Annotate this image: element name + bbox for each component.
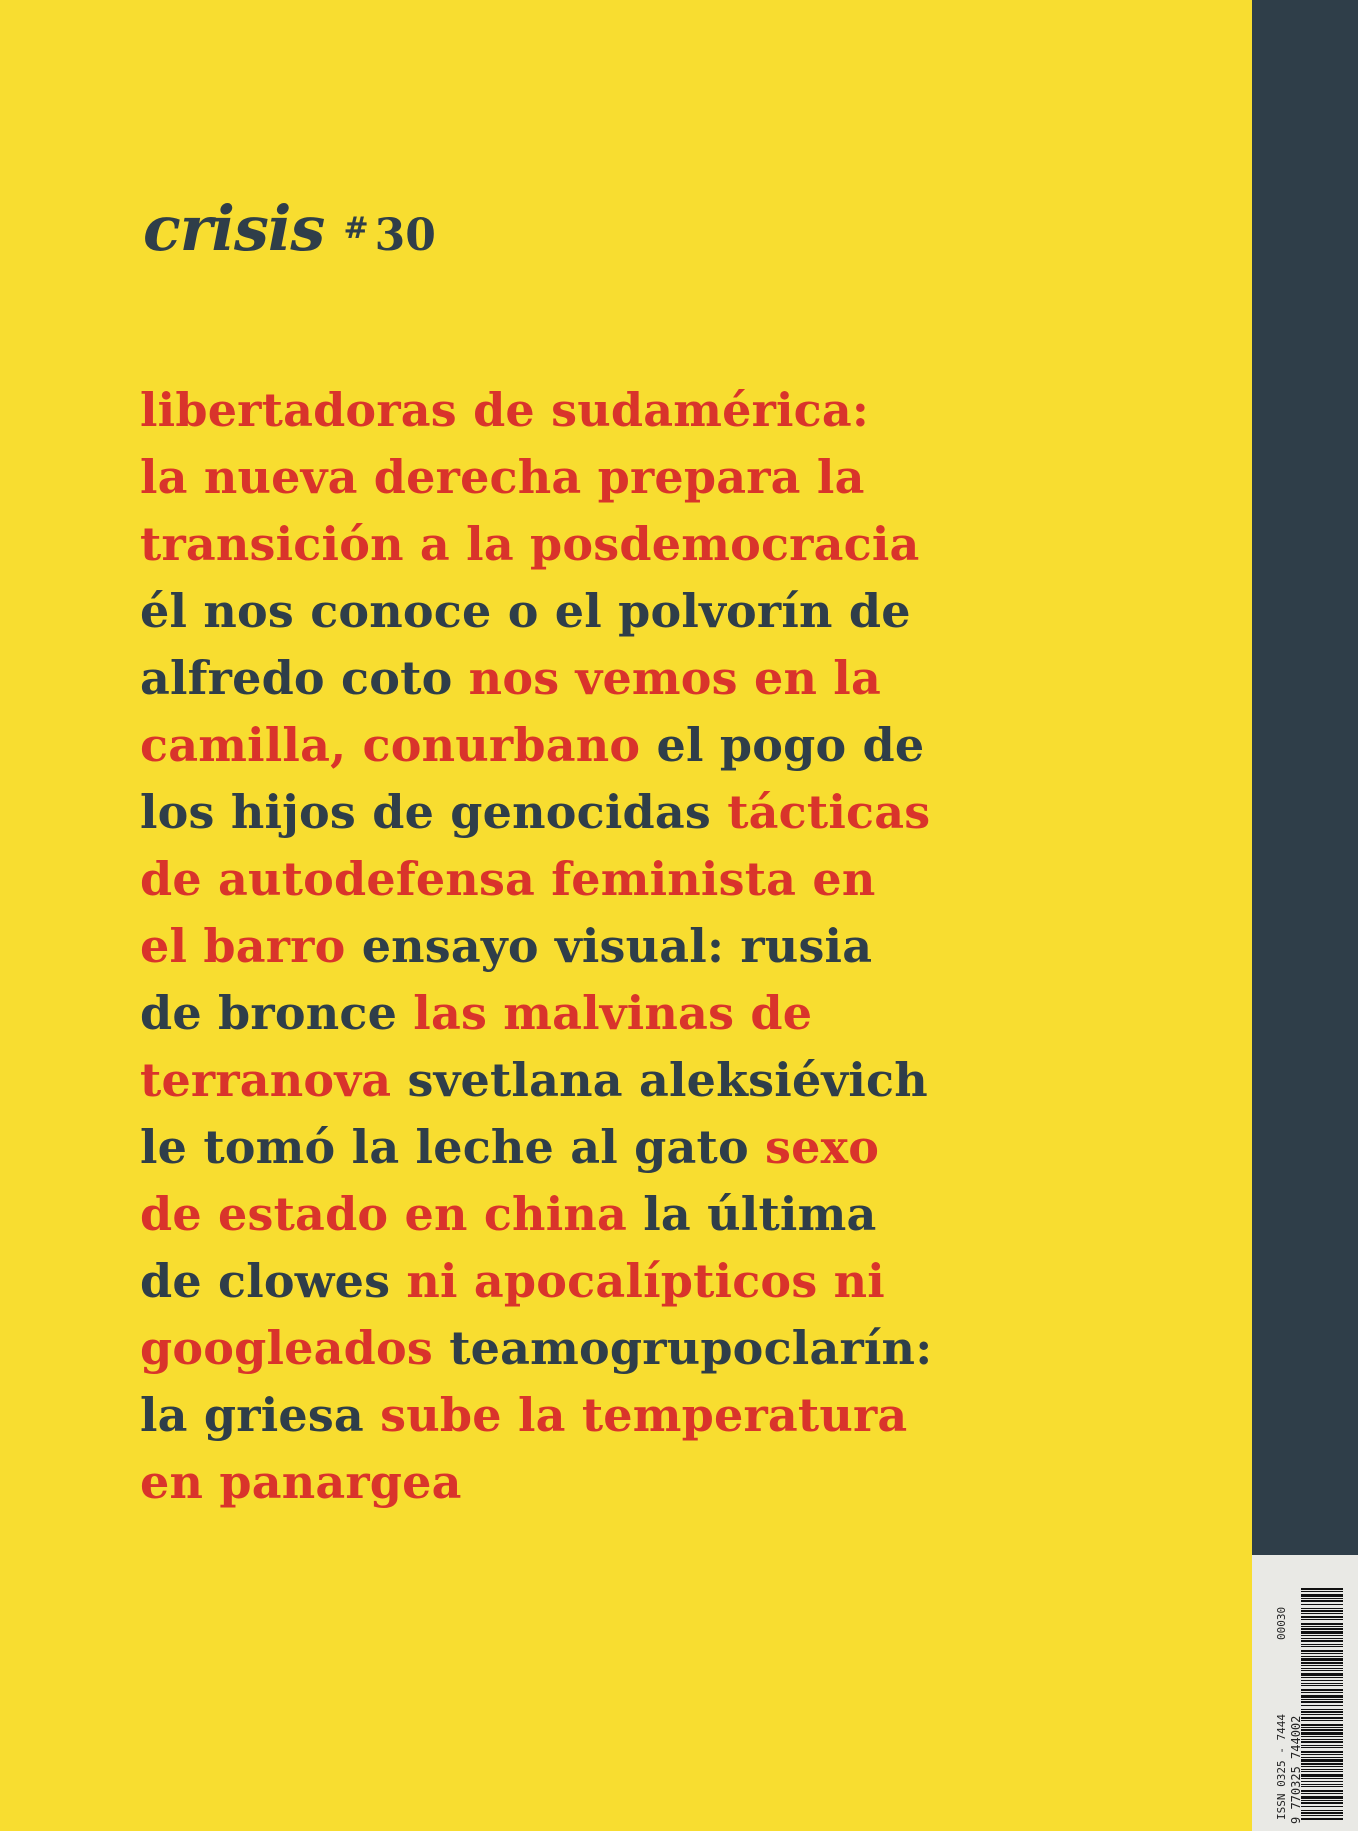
contents-line: [140, 444, 1040, 511]
barcode-bar: [1301, 1638, 1343, 1639]
barcode-bar: [1301, 1689, 1343, 1691]
contents-line: [140, 1382, 1040, 1449]
magazine-logo: crisis: [143, 192, 325, 265]
barcode-bar: [1301, 1692, 1343, 1693]
headline-red: transición a la posdemocracia: [140, 517, 920, 571]
barcode-bar: [1301, 1714, 1343, 1715]
contents-line: [140, 712, 1040, 779]
headline-dark: los hijos de genocidas: [140, 785, 728, 839]
issue-hash: #: [343, 211, 369, 246]
barcode-bar: [1301, 1741, 1343, 1743]
contents-line: [140, 1047, 1040, 1114]
contents-line: [140, 377, 1040, 444]
barcode-bar: [1301, 1736, 1343, 1737]
headline-dark: él nos conoce o el polvorín de: [140, 584, 911, 638]
barcode-bar: [1301, 1757, 1343, 1758]
headline-dark: alfredo coto: [140, 651, 469, 705]
spine-band: [1252, 0, 1358, 1555]
barcode-bar: [1301, 1806, 1343, 1807]
barcode-bar: [1301, 1784, 1343, 1785]
barcode-bar: [1301, 1747, 1343, 1748]
barcode-bar: [1301, 1608, 1343, 1609]
headline-red: terranova: [140, 1053, 392, 1107]
headline-dark: de clowes: [140, 1254, 407, 1308]
barcode-bar: [1301, 1709, 1343, 1710]
barcode-bar: [1301, 1685, 1343, 1686]
headline-red: libertadoras de sudamérica:: [140, 383, 870, 437]
masthead: [143, 192, 436, 265]
barcode-bar: [1301, 1778, 1343, 1779]
barcode-bar: [1301, 1588, 1343, 1590]
barcode-bar: [1301, 1774, 1343, 1777]
barcode-bar: [1301, 1613, 1343, 1614]
barcode-bar: [1301, 1619, 1343, 1620]
barcode-bar: [1301, 1781, 1343, 1782]
barcode-bar: [1301, 1759, 1343, 1762]
issue-label: [343, 210, 435, 261]
barcode-bar: [1301, 1673, 1343, 1676]
barcode-bar: [1301, 1646, 1343, 1647]
contents-line: [140, 578, 1040, 645]
barcode-bar: [1301, 1683, 1343, 1684]
headline-red: camilla, conurbano: [140, 718, 641, 772]
contents-line: [140, 1315, 1040, 1382]
barcode-bar: [1301, 1727, 1343, 1728]
contents-line: [140, 913, 1040, 980]
barcode-bar: [1301, 1701, 1343, 1703]
barcode-bar: [1301, 1745, 1343, 1746]
barcode-bar: [1301, 1766, 1343, 1767]
headline-dark: de bronce: [140, 986, 414, 1040]
barcode-bar: [1301, 1812, 1343, 1814]
barcode-bar: [1301, 1591, 1343, 1592]
contents-line: [140, 1181, 1040, 1248]
barcode-bar: [1301, 1815, 1343, 1816]
barcode-bar: [1301, 1658, 1343, 1661]
barcode-bar: [1301, 1600, 1343, 1602]
barcode-bar: [1301, 1818, 1343, 1820]
contents-line: [140, 1114, 1040, 1181]
barcode-bar: [1301, 1628, 1343, 1630]
barcode-bar: [1301, 1796, 1343, 1799]
barcode-bar: [1301, 1720, 1343, 1721]
contents-line: [140, 645, 1040, 712]
barcode-bar: [1301, 1802, 1343, 1804]
barcode-bar: [1301, 1771, 1343, 1772]
headline-red: el barro: [140, 919, 346, 973]
barcode-bar: [1301, 1717, 1343, 1719]
barcode-bar: [1301, 1786, 1343, 1787]
barcode-bar: [1301, 1751, 1343, 1753]
headline-red: de autodefensa feminista en: [140, 852, 876, 906]
barcode-bar: [1301, 1705, 1343, 1706]
issue-number: 30: [374, 210, 436, 261]
barcode-bar: [1301, 1668, 1343, 1669]
contents-line: [140, 846, 1040, 913]
barcode-bar: [1301, 1631, 1343, 1634]
barcode-bar: [1301, 1695, 1343, 1698]
barcode-bar: [1301, 1610, 1343, 1612]
barcode-bars: [1301, 1584, 1343, 1824]
headline-red: la nueva derecha prepara la: [140, 450, 865, 504]
barcode-bar: [1301, 1604, 1343, 1605]
headline-dark: la última: [627, 1187, 877, 1241]
headline-dark: teamogrupoclarín:: [432, 1321, 933, 1375]
headline-red: sexo: [765, 1120, 880, 1174]
headline-dark: svetlana aleksiévich: [391, 1053, 928, 1107]
barcode-bar: [1301, 1724, 1343, 1726]
barcode-bar: [1301, 1754, 1343, 1755]
contents-list: [140, 377, 1040, 1516]
headline-dark: ensayo visual: rusia: [345, 919, 873, 973]
headline-red: tácticas: [727, 785, 931, 839]
contents-line: [140, 1449, 1040, 1516]
barcode-bar: [1301, 1699, 1343, 1700]
headline-dark: la griesa: [140, 1388, 381, 1442]
barcode-bar: [1301, 1790, 1343, 1792]
barcode-bar: [1301, 1616, 1343, 1618]
issn-label: ISSN 0325 - 7444: [1275, 1714, 1288, 1820]
barcode-bar: [1301, 1670, 1343, 1671]
barcode-bar: [1301, 1810, 1343, 1811]
barcode-bar: [1301, 1640, 1343, 1642]
headline-dark: el pogo de: [640, 718, 925, 772]
barcode-bar: [1301, 1598, 1343, 1599]
barcode-bar: [1301, 1732, 1343, 1735]
headline-red: ni apocalípticos ni: [406, 1254, 885, 1308]
contents-line: [140, 1248, 1040, 1315]
barcode-bar: [1301, 1793, 1343, 1794]
barcode-bar: [1301, 1656, 1343, 1657]
barcode-bar: [1301, 1594, 1343, 1597]
barcode-bar: [1301, 1680, 1343, 1681]
barcode-bar: [1301, 1662, 1343, 1664]
barcode-bar: [1301, 1626, 1343, 1627]
headline-red: nos vemos en la: [468, 651, 881, 705]
contents-line: [140, 980, 1040, 1047]
barcode-bar: [1301, 1677, 1343, 1678]
barcode-bar: [1301, 1729, 1343, 1731]
barcode-bar: [1301, 1763, 1343, 1765]
headline-red: en panargea: [140, 1455, 462, 1509]
barcode: [1263, 1584, 1347, 1824]
barcode-digits: 9 770325 744002: [1289, 1715, 1303, 1824]
contents-line: [140, 511, 1040, 578]
barcode-bar: [1301, 1739, 1343, 1740]
headline-red: sube la temperatura: [380, 1388, 908, 1442]
barcode-bar: [1301, 1800, 1343, 1801]
barcode-bar: [1301, 1635, 1343, 1636]
contents-line: [140, 779, 1040, 846]
headline-red: de estado en china: [140, 1187, 628, 1241]
barcode-bar: [1301, 1650, 1343, 1652]
headline-red: las malvinas de: [413, 986, 813, 1040]
addon-code: 00030: [1275, 1606, 1288, 1640]
barcode-bar: [1301, 1623, 1343, 1625]
headline-dark: le tomó la leche al gato: [140, 1120, 766, 1174]
barcode-bar: [1301, 1665, 1343, 1666]
headline-red: googleados: [140, 1321, 433, 1375]
barcode-bar: [1301, 1644, 1343, 1645]
barcode-bar: [1301, 1653, 1343, 1654]
barcode-bar: [1301, 1769, 1343, 1770]
barcode-bar: [1301, 1711, 1343, 1713]
